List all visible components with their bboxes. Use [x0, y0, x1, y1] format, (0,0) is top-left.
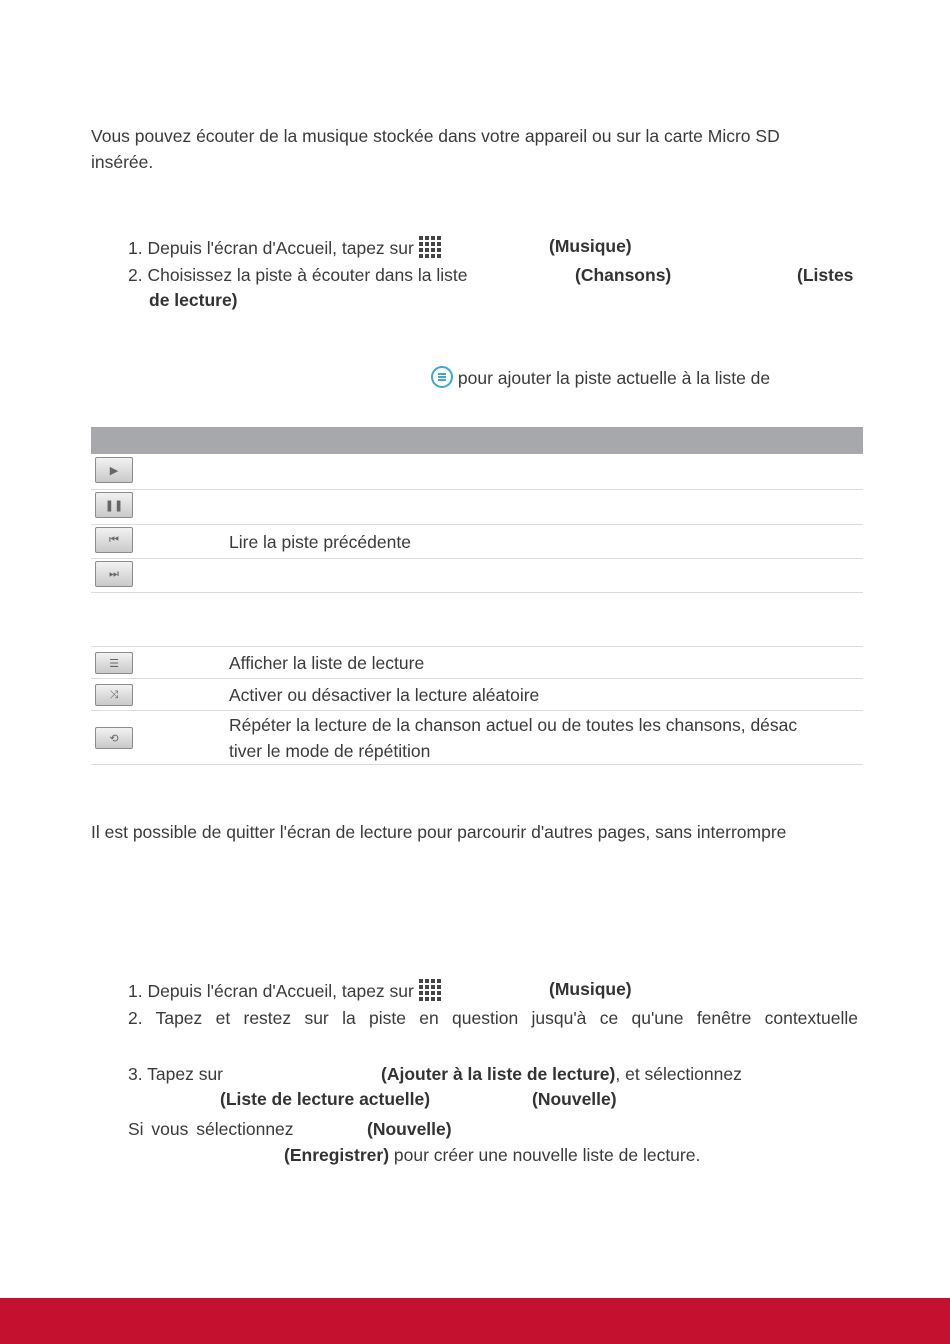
step1-item2-bold-a: (Chansons) — [575, 265, 672, 285]
apps-grid-icon — [419, 979, 441, 1001]
step2-note-line2: (Enregistrer) pour créer une nouvelle liste de lecture. — [284, 1145, 701, 1165]
playlist-icon: ☰ — [109, 656, 119, 670]
playlist-description: Afficher la liste de lecture — [229, 653, 425, 673]
play-icon: ▶ — [109, 463, 119, 477]
footer-bar — [0, 1298, 950, 1344]
step1-item1-bold: (Musique) — [549, 236, 632, 256]
step2-item3-bold-b: (Liste de lecture actuelle) — [220, 1089, 431, 1109]
row-divider — [91, 710, 863, 711]
row-divider — [91, 558, 863, 559]
previous-track-icon: ⏮ — [109, 533, 119, 546]
step2-item2: 2. Tapez et restez sur la piste en question jusqu'à ce qu'une fenêtre contextuelle — [128, 1008, 858, 1028]
row-divider — [91, 524, 863, 525]
apps-grid-icon — [419, 236, 441, 258]
repeat-button — [95, 727, 133, 749]
repeat-description-2: tiver le mode de répétition — [229, 741, 431, 761]
step2-note-bold: (Nouvelle) — [367, 1119, 452, 1139]
repeat-icon: ⟲ — [109, 731, 119, 745]
previous-description: Lire la piste précédente — [229, 532, 411, 552]
step2-note: Si vous sélectionnez — [128, 1119, 294, 1139]
step2-item3-bold-c: (Nouvelle) — [532, 1089, 617, 1109]
row-divider — [91, 678, 863, 679]
previous-button — [95, 527, 133, 553]
add-to-playlist-icon — [431, 366, 453, 388]
step1-item2: 2. Choisissez la piste à écouter dans la liste — [128, 265, 468, 285]
row-divider — [91, 764, 863, 765]
shuffle-icon: ⤨ — [109, 688, 119, 701]
shuffle-description: Activer ou désactiver la lecture aléatoire — [229, 685, 540, 705]
step2-item1-bold: (Musique) — [549, 979, 632, 999]
step1-item2-bold-b: (Listes — [797, 265, 854, 285]
controls-table-header — [91, 427, 863, 454]
play-button — [95, 457, 133, 483]
next-button — [95, 561, 133, 587]
background-text: Il est possible de quitter l'écran de lecture pour parcourir d'autres pages, sans interrompre — [91, 822, 787, 842]
playlist-button — [95, 652, 133, 674]
step1-item1: 1. Depuis l'écran d'Accueil, tapez sur — [128, 236, 441, 259]
shuffle-button — [95, 684, 133, 706]
pause-icon: ❚❚ — [104, 498, 124, 512]
step2-item3-rest: (Ajouter à la liste de lecture), et sélectionnez — [381, 1064, 742, 1084]
row-divider — [91, 646, 863, 647]
intro-line-2: insérée. — [91, 152, 154, 172]
row-divider — [91, 592, 863, 593]
next-track-icon: ⏭ — [109, 567, 119, 580]
pause-button — [95, 492, 133, 518]
intro-line-1: Vous pouvez écouter de la musique stockée dans votre appareil ou sur la carte Micro SD — [91, 126, 780, 146]
step2-item1: 1. Depuis l'écran d'Accueil, tapez sur — [128, 979, 441, 1002]
note-line: pour ajouter la piste actuelle à la liste de — [431, 366, 770, 389]
repeat-description-1: Répéter la lecture de la chanson actuel ou de toutes les chansons, désac — [229, 715, 798, 735]
row-divider — [91, 489, 863, 490]
step2-item3: 3. Tapez sur — [128, 1064, 224, 1084]
step1-item2-bold-c: de lecture) — [149, 290, 238, 310]
